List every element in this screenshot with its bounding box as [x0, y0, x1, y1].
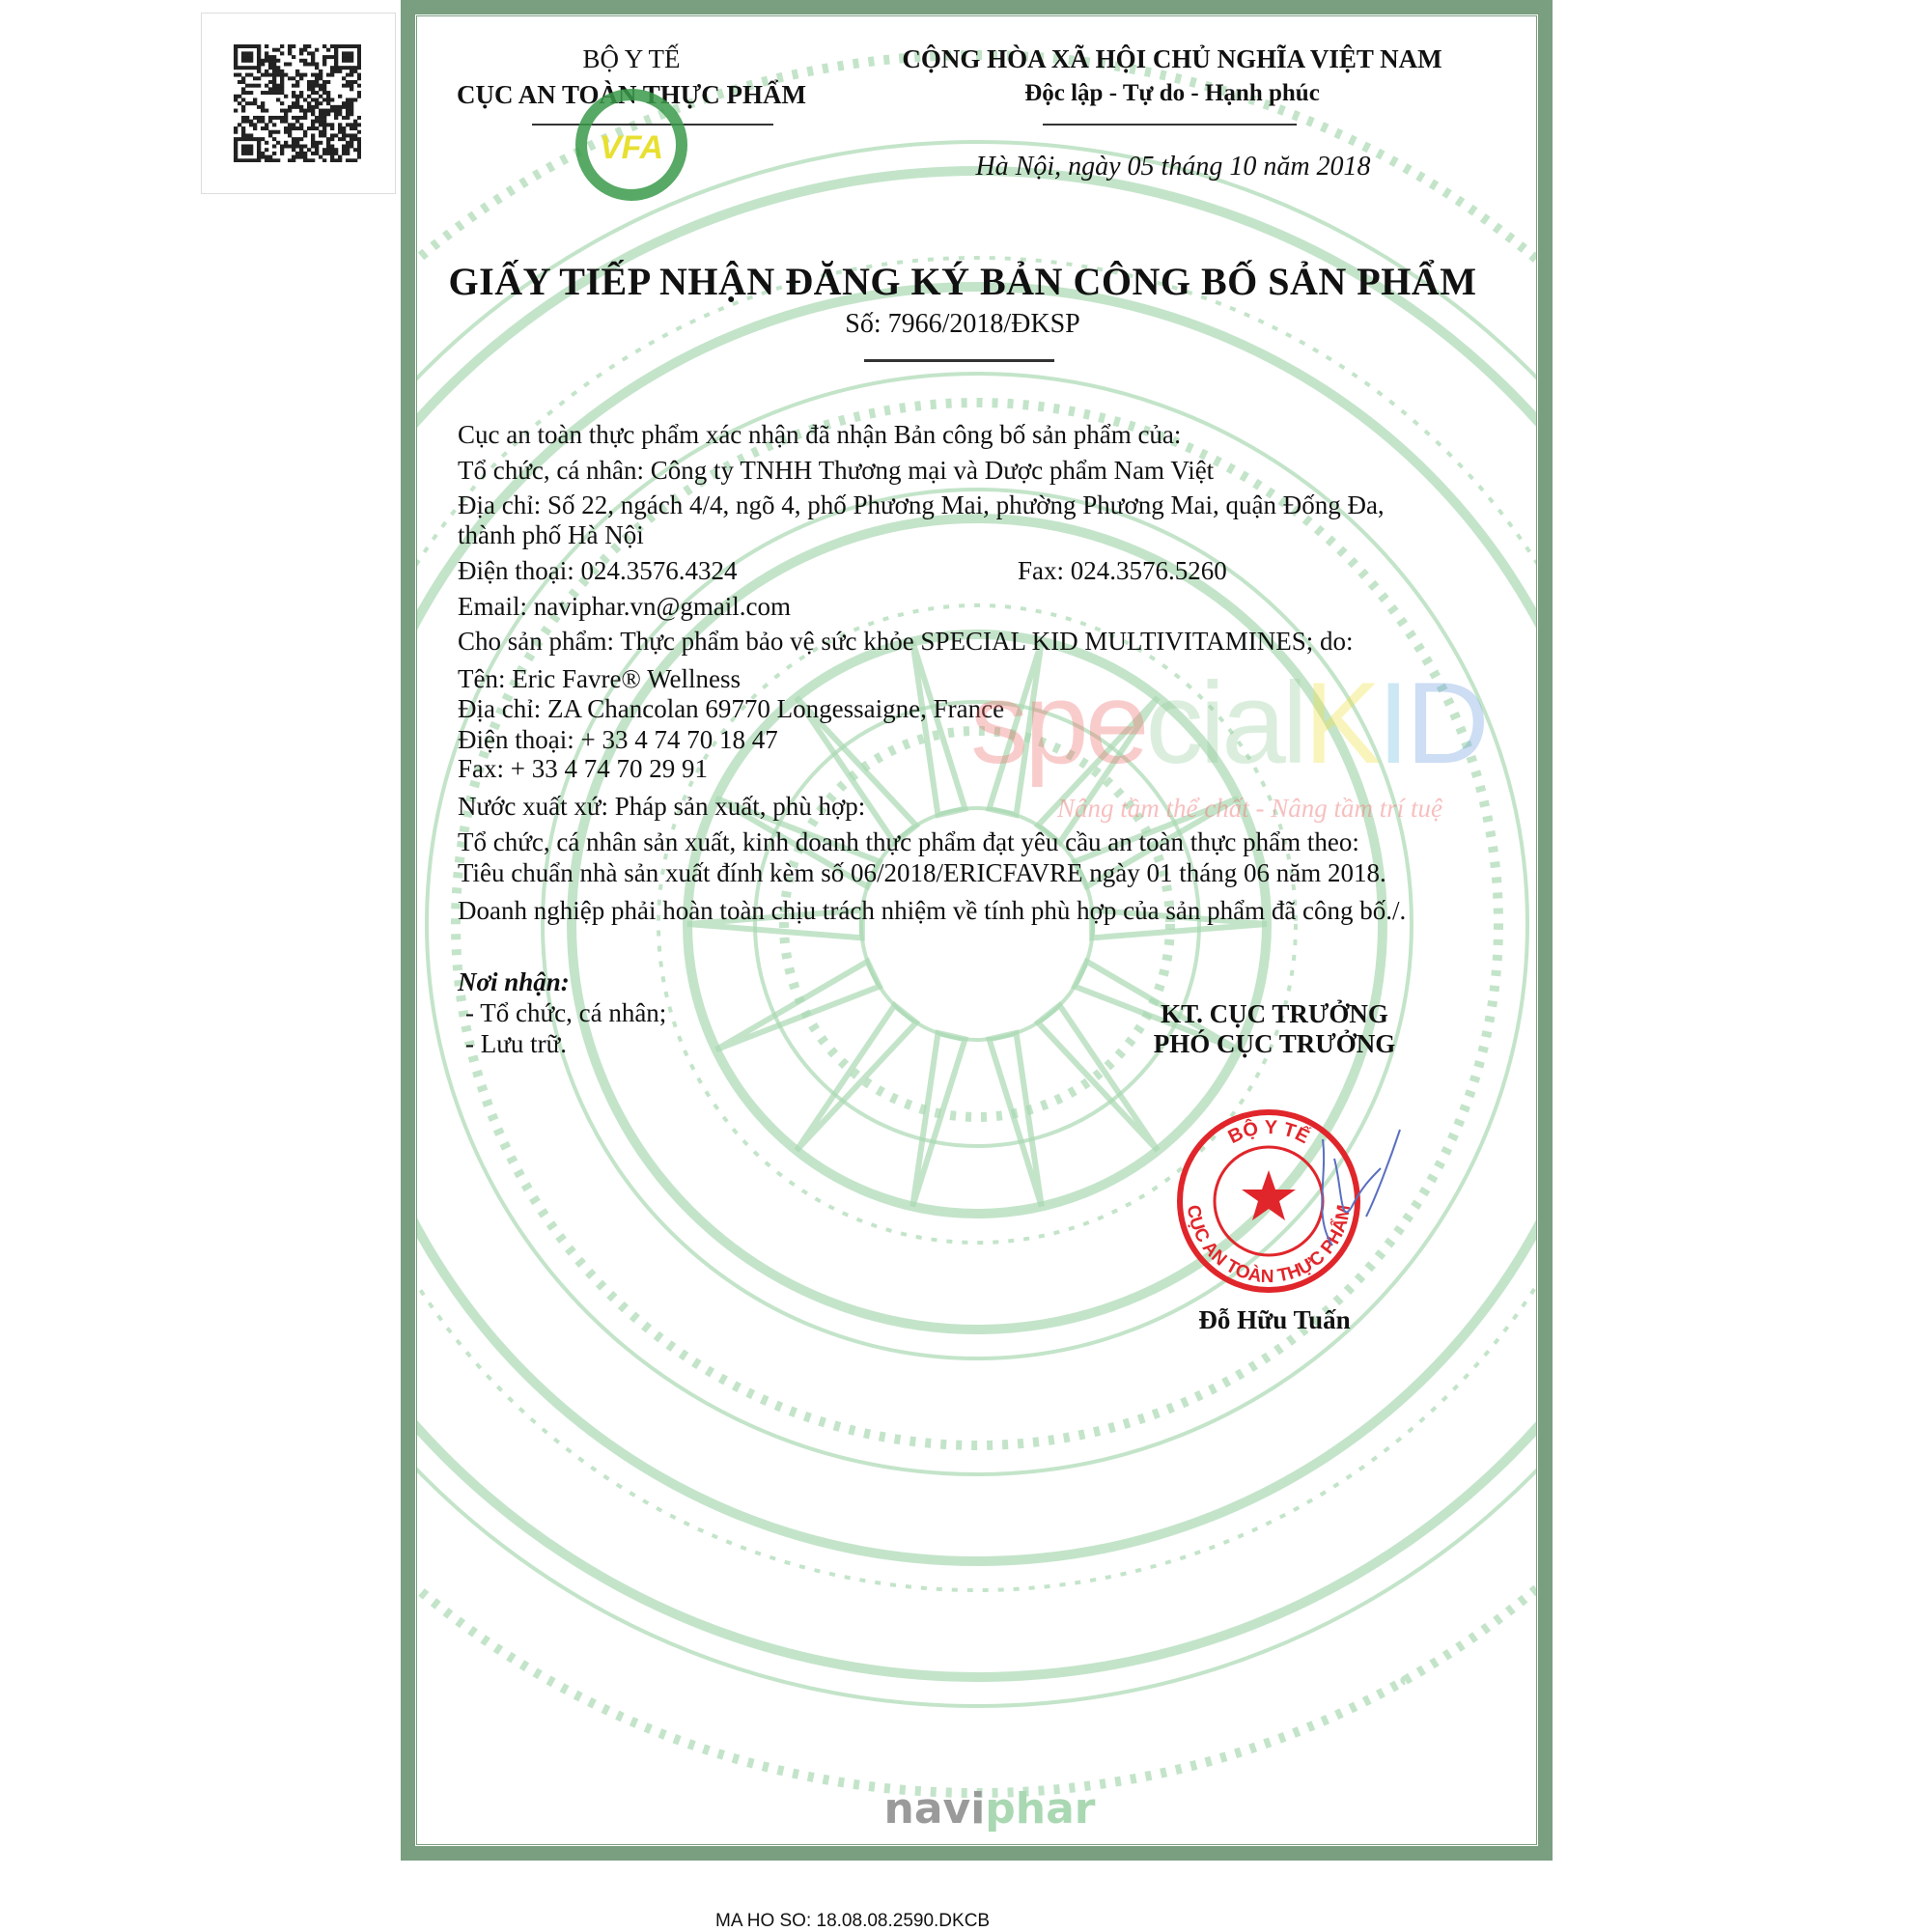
origin: Nước xuất xứ: Pháp sản xuất, phù hợp: — [458, 792, 866, 821]
recipients-heading: Nơi nhận: — [458, 967, 570, 996]
vfa-logo — [564, 85, 699, 201]
address-line-1: Địa chỉ: Số 22, ngách 4/4, ngõ 4, phố Phương Mai, phường Phương Mai, quận Đống Đa, — [458, 490, 1385, 519]
signer-name: Đỗ Hữu Tuấn — [1198, 1305, 1351, 1334]
star-icon — [1242, 1170, 1296, 1220]
svg-text:CỤC AN TOÀN THỰC PHẨM: CỤC AN TOÀN THỰC PHẨM — [1182, 1203, 1356, 1288]
qr-code — [201, 13, 396, 194]
responsibility: Doanh nghiệp phải hoàn toàn chịu trách nhiệm về tính phù hợp của sản phẩm đã công bố./. — [458, 896, 1407, 925]
maker-name: Tên: Eric Favre® Wellness — [458, 664, 742, 693]
agency-name: CỤC AN TOÀN THỰC PHẨM — [456, 80, 807, 109]
ministry-name: BỘ Y TẾ — [582, 44, 681, 73]
document-number: Số: 7966/2018/ĐKSP — [845, 309, 1080, 339]
official-seal — [1168, 1101, 1448, 1303]
file-code: MA HO SO: 18.08.08.2590.DKCB — [715, 1911, 991, 1931]
divider — [864, 359, 1054, 362]
recipient-item: - Tổ chức, cá nhân; — [465, 998, 667, 1027]
signer-title-1: KT. CỤC TRƯỞNG — [1161, 999, 1388, 1028]
signer-title-2: PHÓ CỤC TRƯỞNG — [1153, 1029, 1396, 1058]
divider — [1043, 124, 1297, 126]
product: Cho sản phẩm: Thực phẩm bảo vệ sức khỏe SPECIAL KID MULTIVITAMINES; do: — [458, 627, 1354, 656]
phone: Điện thoại: 024.3576.4324 — [458, 556, 738, 585]
country-name: CỘNG HÒA XÃ HỘI CHỦ NGHĨA VIỆT NAM — [902, 44, 1442, 73]
qr-code-icon — [234, 44, 361, 162]
maker-fax: Fax: + 33 4 74 70 29 91 — [458, 754, 708, 783]
motto: Độc lập - Tự do - Hạnh phúc — [1024, 80, 1320, 106]
brand-watermark: specialKID — [970, 658, 1486, 788]
standard-line-1: Tổ chức, cá nhân sản xuất, kinh doanh thực phẩm đạt yêu cầu an toàn thực phẩm theo: — [458, 827, 1359, 856]
maker-phone: Điện thoại: + 33 4 74 70 18 47 — [458, 725, 778, 754]
document-title: GIẤY TIẾP NHẬN ĐĂNG KÝ BẢN CÔNG BỐ SẢN PHẨM — [448, 260, 1477, 303]
intro-text: Cục an toàn thực phẩm xác nhận đã nhận Bản công bố sản phẩm của: — [458, 420, 1182, 449]
svg-text:BỘ Y TẾ: BỘ Y TẾ — [1224, 1116, 1313, 1149]
recipient-item: - Lưu trữ. — [465, 1029, 567, 1058]
naviphar-watermark: naviphar — [883, 1784, 1096, 1834]
maker-address: Địa chỉ: ZA Chancolan 69770 Longessaigne, France — [458, 694, 1005, 723]
standard-line-2: Tiêu chuẩn nhà sản xuất đính kèm số 06/2018/ERICFAVRE ngày 01 tháng 06 năm 2018. — [458, 858, 1386, 887]
issue-date: Hà Nội, ngày 05 tháng 10 năm 2018 — [975, 152, 1371, 182]
slogan-watermark: Nâng tầm thể chất - Nâng tầm trí tuệ — [1057, 794, 1442, 823]
email: Email: naviphar.vn@gmail.com — [458, 592, 792, 621]
organization: Tổ chức, cá nhân: Công ty TNHH Thương mại và Dược phẩm Nam Việt — [458, 456, 1215, 485]
fax: Fax: 024.3576.5260 — [1018, 556, 1227, 585]
address-line-2: thành phố Hà Nội — [458, 520, 644, 549]
vfa-logo-text: VFA — [599, 129, 664, 166]
